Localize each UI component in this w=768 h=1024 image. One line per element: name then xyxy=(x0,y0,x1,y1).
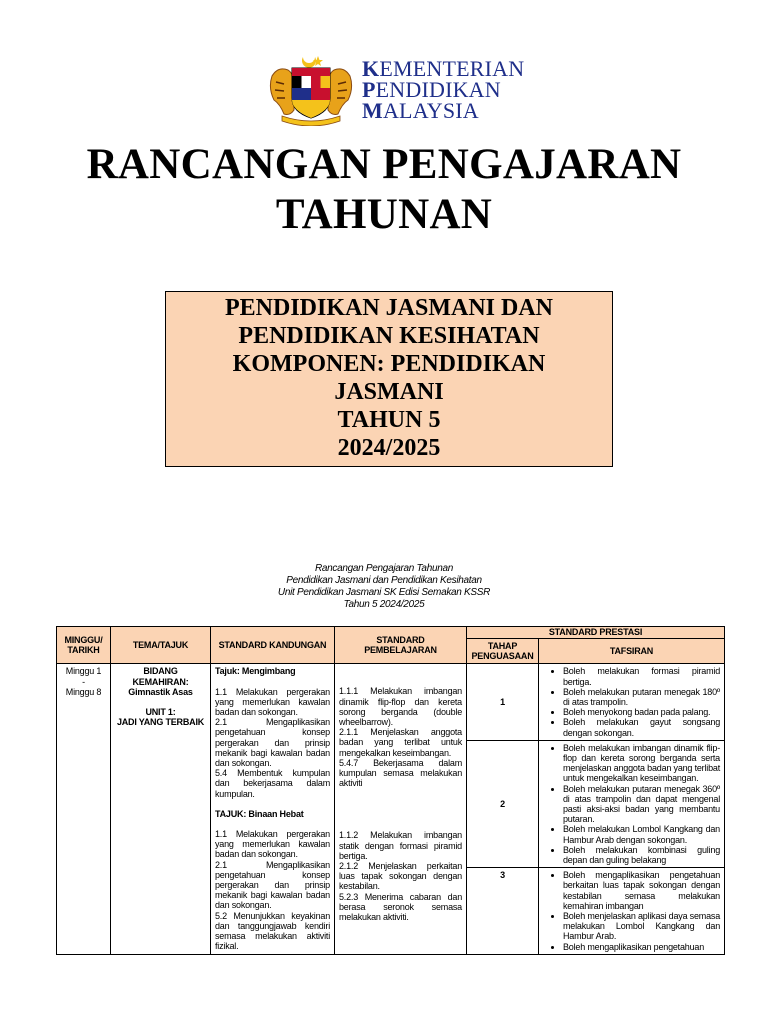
minggu-cell xyxy=(57,664,111,954)
lesson-plan-table xyxy=(56,626,725,955)
document-subheader xyxy=(0,563,768,611)
sp-item: 5.2.3 Menerima cabaran dan berasa seronok semasa melakukan aktiviti. xyxy=(339,891,462,923)
tafsiran-item: • Boleh menjelaskan aplikasi daya semasa melakukan Lombol Kangkang dan Hambur Arab. xyxy=(563,911,720,942)
sk-item: 2.1 Mengaplikasikan pengetahuan konsep pergerakan dan prinsip mekanik bagi kawalan badan dan sokongan. xyxy=(215,717,330,769)
header-standard-kandungan: STANDARD KANDUNGAN xyxy=(211,627,335,664)
sk-item: 5.4 Membentuk kumpulan dan bekerjasama dalam kumpulan. xyxy=(215,768,330,799)
ministry-line-1: KEMENTERIAN xyxy=(362,56,525,81)
header-tema: TEMA/TAJUK xyxy=(111,627,211,664)
subject-line: KOMPONEN: PENDIDIKAN xyxy=(232,351,546,377)
tahap-2: 2 xyxy=(467,740,539,867)
subject-line: JASMANI xyxy=(334,379,444,405)
subject-line: PENDIDIKAN JASMANI DAN xyxy=(224,295,553,321)
sk-item: 2.1 Mengaplikasikan pengetahuan konsep pergerakan dan prinsip mekanik bagi kawalan badan dan sokongan. xyxy=(215,859,330,911)
bidang-label: BIDANG KEMAHIRAN: xyxy=(132,666,189,687)
sp-item: 2.1.1 Menjelaskan anggota badan yang terlibat untuk mengekalkan keseimbangan. xyxy=(339,727,462,758)
sk-topic-1: Tajuk: Mengimbang xyxy=(215,666,296,677)
tafsiran-1 xyxy=(539,664,725,740)
sk-item: 1.1 Melakukan pergerakan yang memerlukan kawalan badan dan sokongan. xyxy=(215,686,330,718)
sk-topic-2: TAJUK: Binaan Hebat xyxy=(215,808,304,819)
tema-cell xyxy=(111,664,211,954)
tafsiran-item: • Boleh melakukan gayut songsang dengan sokongan. xyxy=(563,717,720,737)
subject-box xyxy=(165,291,613,467)
tafsiran-item: • Boleh melakukan Lombol Kangkang dan Hambur Arab dengan sokongan. xyxy=(563,824,720,844)
ministry-name xyxy=(362,58,524,121)
header-standard-prestasi: STANDARD PRESTASI xyxy=(467,627,725,639)
tafsiran-item: • Boleh menyokong badan pada palang. xyxy=(563,707,720,717)
unit-title: JADI YANG TERBAIK xyxy=(116,717,205,728)
tafsiran-item: • Boleh melakukan imbangan dinamik flip-flop dan kereta sorong berganda serta menjelaskan anggota badan yang terlibat untuk mengekalkan keseimbangan. xyxy=(563,743,720,784)
subject-line: PENDIDIKAN KESIHATAN xyxy=(238,323,540,349)
minggu-dash: - xyxy=(82,676,85,687)
tafsiran-item: • Boleh melakukan kombinasi guling depan dan guling belakang xyxy=(563,845,720,865)
subject-line: TAHUN 5 xyxy=(337,407,441,433)
sk-item: 1.1 Melakukan pergerakan yang memerlukan kawalan badan dan sokongan. xyxy=(215,829,330,860)
tafsiran-3 xyxy=(539,868,725,955)
tafsiran-item: • Boleh mengaplikasikan pengetahuan xyxy=(563,942,720,952)
title-line-1: RANCANGAN PENGAJARAN xyxy=(86,141,682,188)
header-tafsiran: TAFSIRAN xyxy=(539,639,725,664)
document-title xyxy=(0,140,768,240)
subheader-line: Rancangan Pengajaran Tahunan xyxy=(314,563,454,574)
sk-item: 5.2 Menunjukkan keyakinan dan tanggungjawab kendiri semasa melakukan aktiviti fizikal. xyxy=(215,910,330,952)
header-minggu: MINGGU/ TARIKH xyxy=(57,627,111,664)
sp-item: 2.1.2 Menjelaskan perkaitan luas tapak sokongan dengan kestabilan. xyxy=(339,861,462,892)
bidang-value: Gimnastik Asas xyxy=(128,686,193,697)
subheader-line: Pendidikan Jasmani dan Pendidikan Kesihatan xyxy=(286,575,482,586)
standard-kandungan-cell xyxy=(211,664,335,954)
minggu-end: Minggu 8 xyxy=(65,686,102,697)
standard-pembelajaran-cell xyxy=(335,664,467,954)
title-line-2: TAHUNAN xyxy=(275,191,493,238)
subject-line: 2024/2025 xyxy=(337,435,441,461)
tafsiran-2 xyxy=(539,740,725,867)
tafsiran-item: • Boleh melakukan putaran menegak 180º di atas trampolin. xyxy=(563,687,720,707)
ministry-line-2: PENDIDIKAN xyxy=(362,77,501,102)
header-tahap-penguasaan: TAHAP PENGUASAAN xyxy=(467,639,539,664)
tafsiran-item: • Boleh melakukan putaran menegak 360º di atas trampolin dan dapat mengenal pasti aksi-aksi badan yang membantu putaran. xyxy=(563,784,720,825)
tafsiran-item: • Boleh melakukan formasi piramid bertiga. xyxy=(563,666,720,686)
unit-label: UNIT 1: xyxy=(145,707,176,718)
tahap-3: 3 xyxy=(467,868,539,955)
coat-of-arms-icon xyxy=(268,54,354,126)
subheader-line: Tahun 5 2024/2025 xyxy=(343,599,425,610)
minggu-start: Minggu 1 xyxy=(65,666,102,677)
sp-item: 5.4.7 Bekerjasama dalam kumpulan semasa melakukan aktiviti xyxy=(339,757,462,789)
sp-item: 1.1.2 Melakukan imbangan statik dengan formasi piramid bertiga. xyxy=(339,830,462,861)
sp-item: 1.1.1 Melakukan imbangan dinamik flip-flop dan kereta sorong berganda (double wheelbarrow). xyxy=(339,686,462,728)
tafsiran-item: • Boleh mengaplikasikan pengetahuan berkaitan luas tapak sokongan dengan kestabilan semasa melakukan kemahiran imbangan xyxy=(563,870,720,911)
ministry-logo xyxy=(268,54,530,126)
ministry-line-3: MALAYSIA xyxy=(362,98,479,123)
subheader-line: Unit Pendidikan Jasmani SK Edisi Semakan KSSR xyxy=(277,587,491,598)
header-standard-pembelajaran: STANDARD PEMBELAJARAN xyxy=(335,627,467,664)
tahap-1: 1 xyxy=(467,664,539,740)
